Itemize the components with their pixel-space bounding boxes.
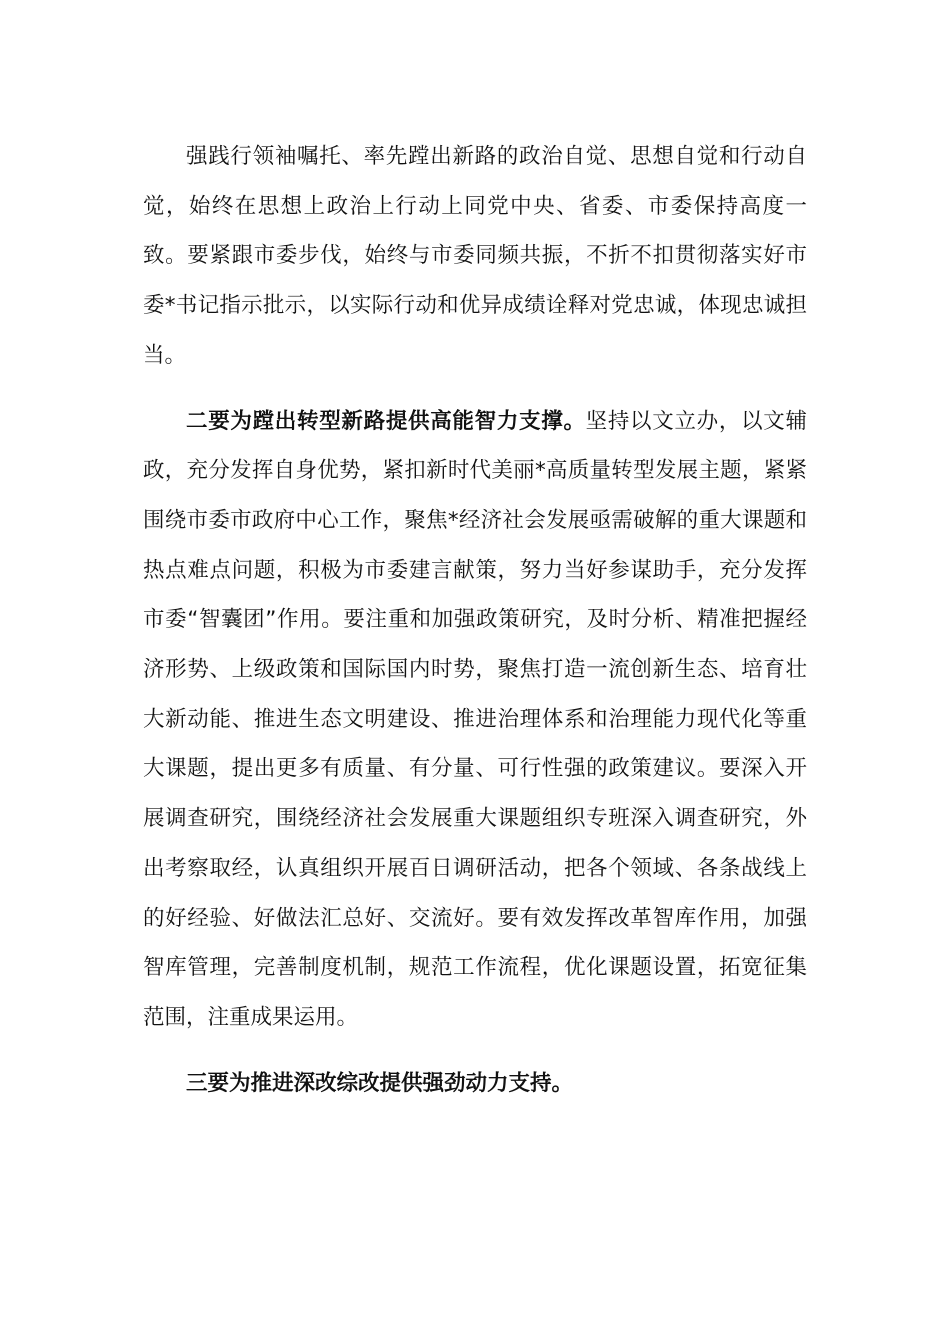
paragraph-3: [143, 1059, 807, 1109]
paragraph-2-lead: 二要为蹚出转型新路提供高能智力支撑。: [186, 408, 586, 434]
document-body: [143, 132, 807, 1108]
paragraph-1: [143, 132, 807, 381]
paragraph-2: [143, 397, 807, 1043]
paragraph-2-text: 坚持以文立办，以文辅政，充分发挥自身优势，紧扣新时代美丽*高质量转型发展主题，紧紧围绕市委市政府中心工作，聚焦*经济社会发展亟需破解的重大课题和热点难点问题，积极为市委建言献策，努力当好参谋助手，充分发挥市委“智囊团”作用。要注重和加强政策研究，及时分析、精准把握经济形势、上级政策和国际国内时势，聚焦打造一流创新生态、培育壮大新动能、推进生态文明建设、推进治理体系和治理能力现代化等重大课题，提出更多有质量、有分量、可行性强的政策建议。要深入开展调查研究，围绕经济社会发展重大课题组织专班深入调查研究，外出考察取经，认真组织开展百日调研活动，把各个领域、各条战线上的好经验、好做法汇总好、交流好。要有效发挥改革智库作用，加强智库管理，完善制度机制，规范工作流程，优化课题设置，拓宽征集范围，注重成果运用。: [143, 408, 807, 1030]
paragraph-3-lead: 三要为推进深改综改提供强劲动力支持。: [186, 1070, 574, 1096]
paragraph-1-text: 强践行领袖嘱托、率先蹚出新路的政治自觉、思想自觉和行动自觉，始终在思想上政治上行动上同党中央、省委、市委保持高度一致。要紧跟市委步伐，始终与市委同频共振，不折不扣贯彻落实好市委*书记指示批示，以实际行动和优异成绩诠释对党忠诚，体现忠诚担当。: [143, 144, 807, 368]
